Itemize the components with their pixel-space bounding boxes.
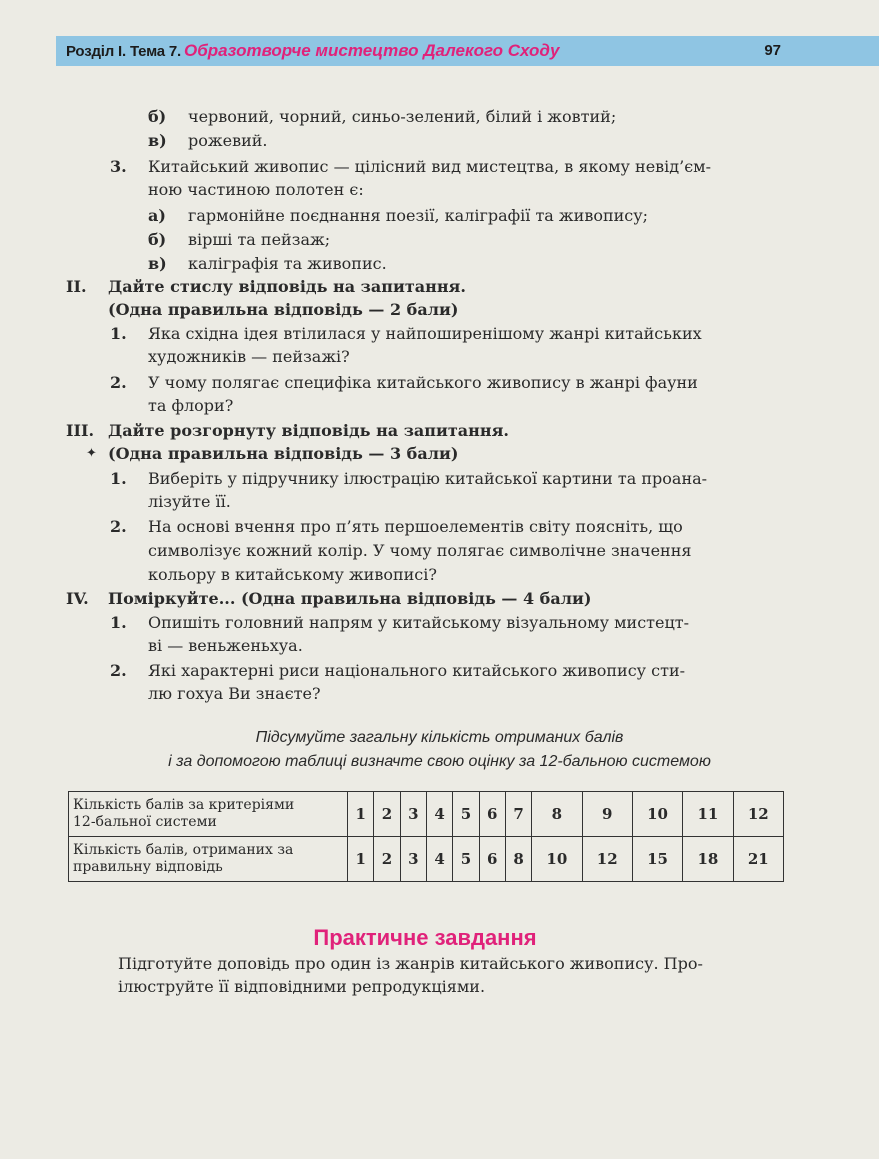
table-cell: 10 [632,792,682,837]
item-label: в) [148,254,167,273]
table-cell: 3 [400,837,426,882]
table-cell: 12 [582,837,632,882]
text-line: У чому полягає специфіка китайського живопису в жанрі фауни [148,373,698,392]
text-line: ною частиною полотен є: [148,180,364,199]
page-header [56,36,879,66]
text-line: Дайте розгорнуту відповідь на запитання. [108,421,509,440]
text-line: Поміркуйте... (Одна правильна відповідь — 4 бали) [108,589,592,608]
text-line: та флори? [148,396,234,415]
table-cell: 5 [453,792,479,837]
item-label: 2. [110,517,127,536]
practical-task-title: Практичне завдання [313,925,537,950]
item-label: 1. [110,324,127,343]
table-cell: 12 [733,792,783,837]
table-cell: 8 [505,837,531,882]
row-header [69,837,348,882]
text-line: Яка східна ідея втілилася у найпоширенішому жанрі китайських [148,324,702,343]
table-row [69,837,784,882]
item-label: 1. [110,469,127,488]
text-line: Дайте стислу відповідь на запитання. [108,277,466,296]
section-label: Розділ І. Тема 7. [66,42,182,60]
text-line: На основі вчення про п’ять першоелементів світу поясніть, що [148,517,683,536]
table-cell: 8 [532,792,582,837]
caption-line-2: і за допомогою таблиці визначте свою оцінку за 12-бальною системою [168,753,711,770]
item-label: в) [148,131,167,150]
text-line: каліграфія та живопис. [188,254,387,273]
text-line: вірші та пейзаж; [188,230,331,249]
text-line: Опишіть головний напрям у китайському візуальному мистецт- [148,613,690,632]
item-label: б) [148,107,167,126]
caption-line-1: Підсумуйте загальну кількість отриманих балів [255,729,624,746]
topic-title: Образотворче мистецтво Далекого Сходу [184,41,560,60]
text-line: Які характерні риси національного китайського живопису сти- [148,661,686,680]
table-cell: 1 [348,792,374,837]
table-cell: 10 [532,837,582,882]
text-line: лю гохуа Ви знаєте? [148,684,321,703]
table-cell: 15 [632,837,682,882]
table-cell: 3 [400,792,426,837]
item-label: 2. [110,661,127,680]
item-label: III. [66,421,95,440]
text-line: гармонійне поєднання поезії, каліграфії та живопису; [188,206,649,225]
row-header-line: 12-бальної системи [73,814,217,830]
text-line: Виберіть у підручнику ілюстрацію китайської картини та проана- [148,469,708,488]
table-cell: 18 [683,837,733,882]
page-number: 97 [764,42,781,59]
item-label: 3. [110,157,127,176]
table-cell: 4 [426,837,452,882]
text-line: (Одна правильна відповідь — 2 бали) [108,300,459,319]
table-row [69,792,784,837]
text-line: червоний, чорний, синьо-зелений, білий і жовтий; [188,107,617,126]
item-label: а) [148,206,166,225]
table-cell: 1 [348,837,374,882]
text-line: рожевий. [188,131,268,150]
table-cell: 4 [426,792,452,837]
row-header-line: Кількість балів, отриманих за [73,842,294,858]
item-label: 2. [110,373,127,392]
text-line: (Одна правильна відповідь — 3 бали) [108,444,459,463]
table-cell: 6 [479,837,505,882]
grading-table [68,791,784,882]
item-label: II. [66,277,87,296]
text-line: символізує кожний колір. У чому полягає символічне значення [148,541,692,560]
table-cell: 9 [582,792,632,837]
bullet-mark-icon: ✦ [86,446,97,461]
table-cell: 21 [733,837,783,882]
item-label: б) [148,230,167,249]
table-cell: 6 [479,792,505,837]
text-line: Китайський живопис — цілісний вид мистецтва, в якому невід’єм- [148,157,712,176]
row-header-line: правильну відповідь [73,859,223,875]
text-line: кольору в китайському живописі? [148,565,437,584]
item-label: 1. [110,613,127,632]
item-label: IV. [66,589,89,608]
table-cell: 11 [683,792,733,837]
practical-task-line-1: Підготуйте доповідь про один із жанрів китайського живопису. Про- [118,954,703,973]
table-cell: 2 [374,792,400,837]
text-line: лізуйте її. [148,492,231,511]
row-header-line: Кількість балів за критеріями [73,797,295,813]
table-cell: 5 [453,837,479,882]
text-line: ві — веньженьхуа. [148,636,303,655]
table-cell: 7 [505,792,531,837]
practical-task-line-2: ілюструйте її відповідними репродукціями. [118,977,486,996]
text-line: художників — пейзажі? [148,347,350,366]
row-header [69,792,348,837]
table-cell: 2 [374,837,400,882]
